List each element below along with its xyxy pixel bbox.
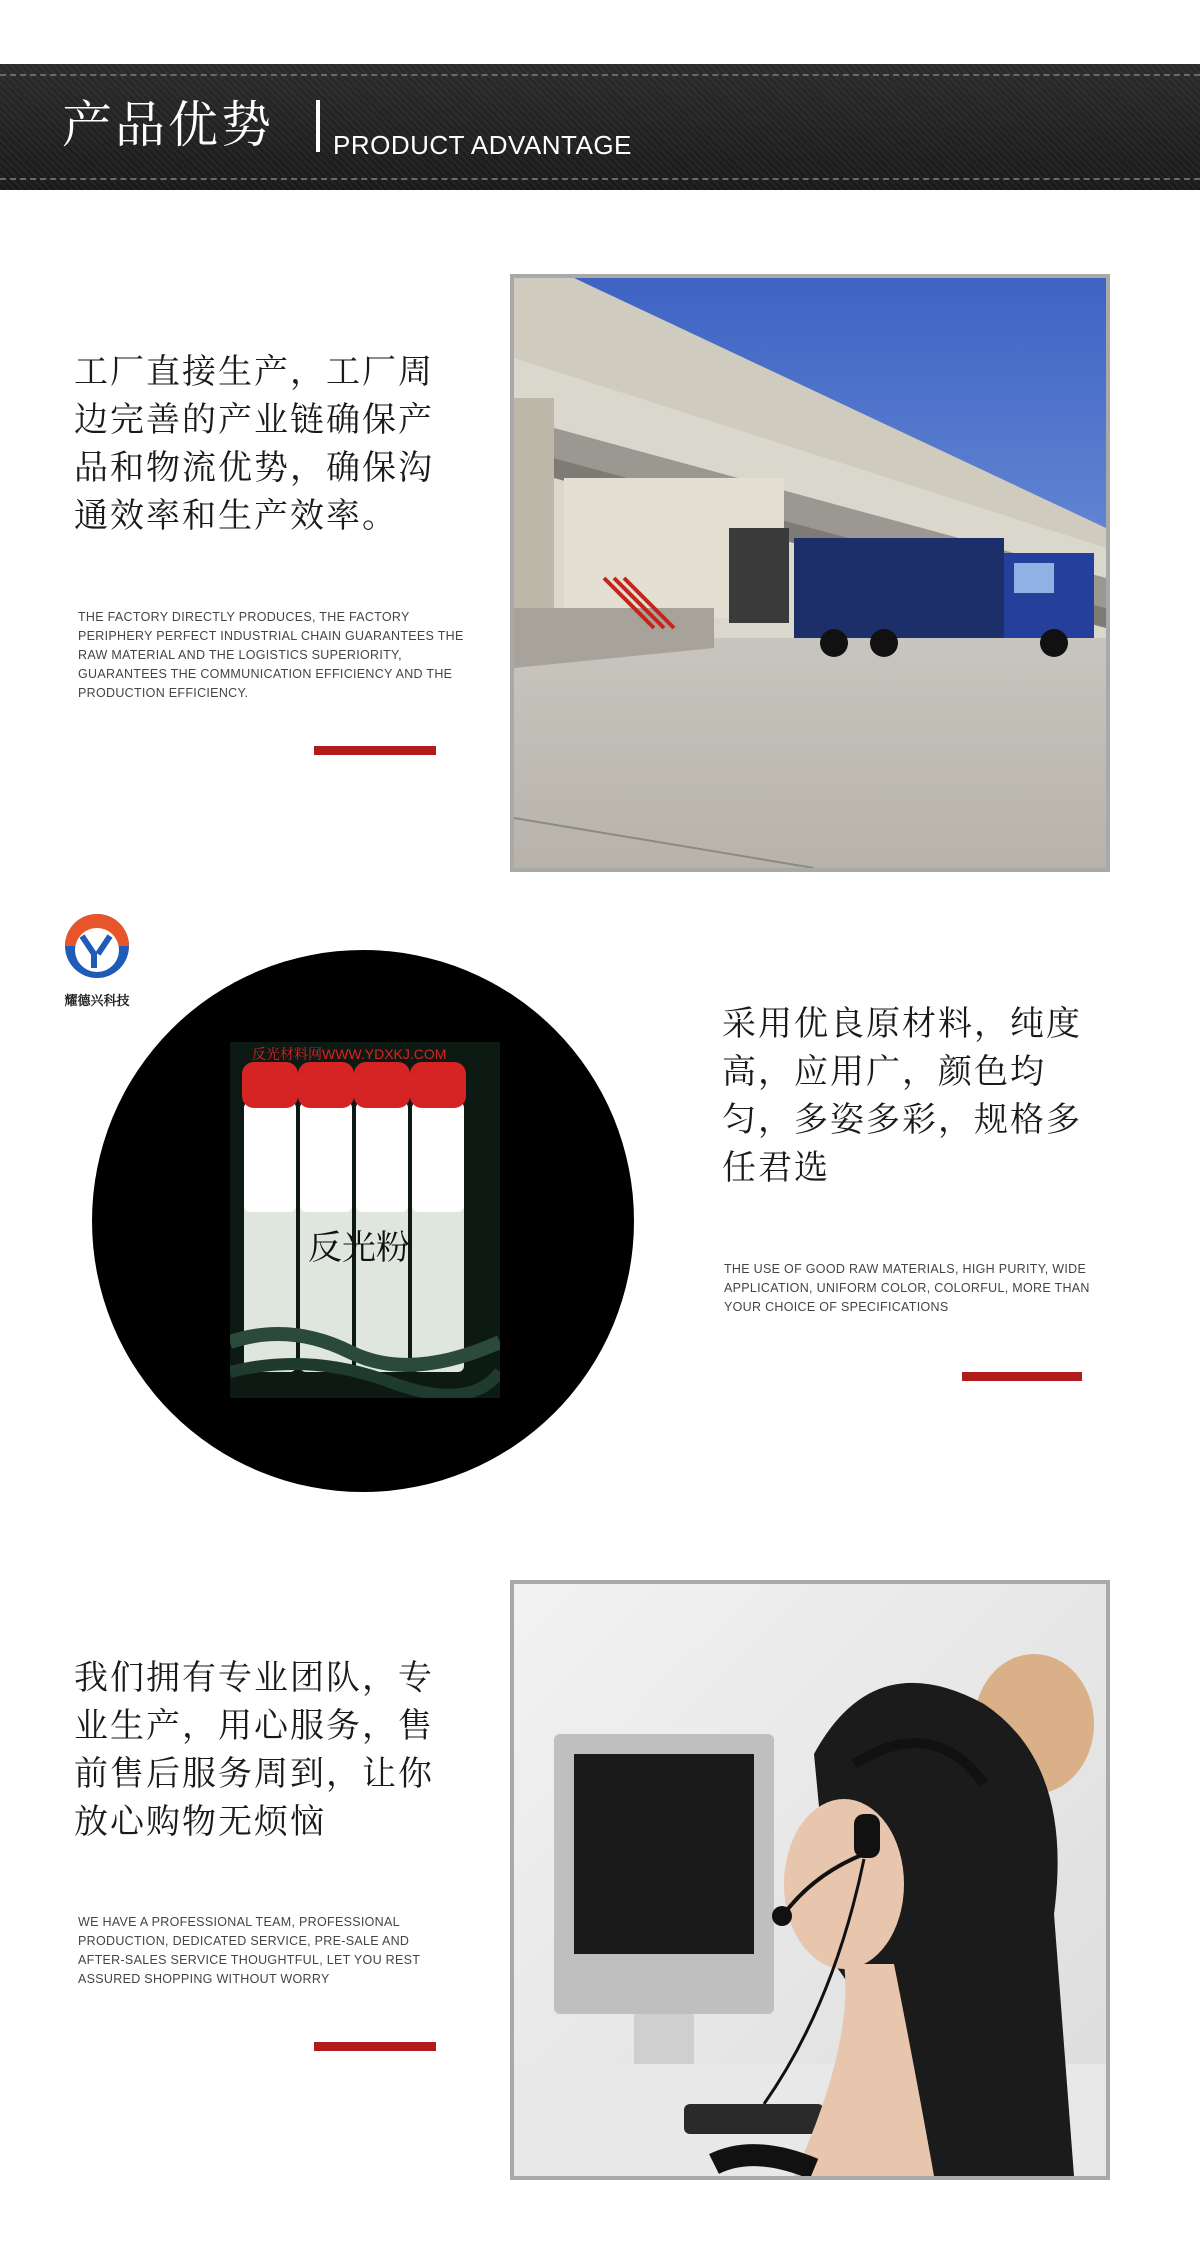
section2-text-cn: 采用优良原材料，纯度高，应用广，颜色均匀，多姿多彩，规格多任君选 xyxy=(722,1004,1082,1188)
banner-divider xyxy=(316,100,320,152)
section3-red-bar xyxy=(314,2042,436,2051)
service-photo xyxy=(510,1580,1110,2180)
watermark-text: 反光材料网WWW.YDXKJ.COM xyxy=(252,1046,447,1062)
section2-red-bar xyxy=(962,1372,1082,1381)
product-label: 反光粉 xyxy=(308,1228,410,1268)
factory-photo xyxy=(510,274,1110,872)
brand-logo-icon xyxy=(52,908,142,988)
section3-text-cn: 我们拥有专业团队，专业生产，用心服务，售前售后服务周到，让你放心购物无烦恼 xyxy=(74,1658,434,1842)
banner-title-cn: 产品优势 xyxy=(62,96,274,154)
section-header-banner xyxy=(0,64,1200,190)
section1-red-bar xyxy=(314,746,436,755)
banner-title-en: PRODUCT ADVANTAGE xyxy=(333,130,632,160)
product-circle-photo xyxy=(92,950,634,1492)
brand-logo-text: 耀德兴科技 xyxy=(64,994,130,1009)
banner-stitch-bottom xyxy=(0,178,1200,180)
section1-text-en: THE FACTORY DIRECTLY PRODUCES, THE FACTORY PERIPHERY PERFECT INDUSTRIAL CHAIN GUARANTEES THE RAW MATERIAL AND THE LOGISTICS SUPERIORITY, GUARANTEES THE COMMUNICATION EFFICIENCY AND THE PRODUCTION EFFICIENCY. xyxy=(78,610,464,700)
section1-text-cn: 工厂直接生产，工厂周边完善的产业链确保产品和物流优势，确保沟通效率和生产效率。 xyxy=(74,352,434,536)
banner-stitch-top xyxy=(0,74,1200,76)
product-photo xyxy=(230,1042,500,1398)
section2-text-en: THE USE OF GOOD RAW MATERIALS, HIGH PURITY, WIDE APPLICATION, UNIFORM COLOR, COLORFUL, MORE THAN YOUR CHOICE OF SPECIFICATIONS xyxy=(724,1262,1090,1314)
section3-text-en: WE HAVE A PROFESSIONAL TEAM, PROFESSIONAL PRODUCTION, DEDICATED SERVICE, PRE-SALE AND AFTER-SALES SERVICE THOUGHTFUL, LET YOU REST ASSURED SHOPPING WITHOUT WORRY xyxy=(78,1915,420,1986)
brand-logo xyxy=(52,908,142,1012)
